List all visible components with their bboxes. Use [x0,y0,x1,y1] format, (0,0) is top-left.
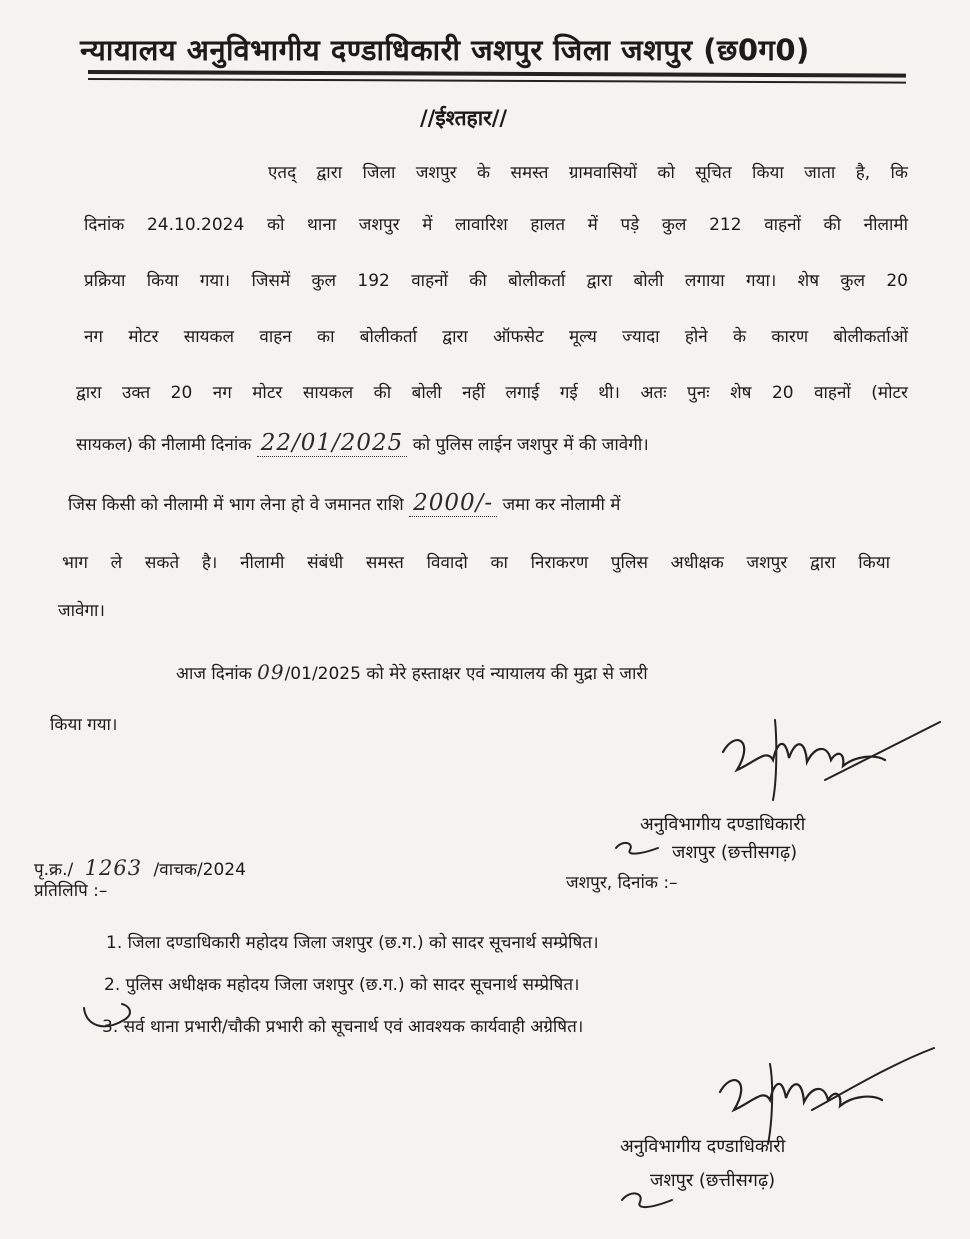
deposit-suffix: जमा कर नोलामी में [502,495,621,515]
copy-item-2: 2. पुलिस अधीक्षक महोदय जिला जशपुर (छ.ग.) को सादर सूचनार्थ सम्प्रेषित। [104,975,580,995]
auction-date-prefix: सायकल) की नीलामी दिनांक [76,435,252,455]
issue-day-handwritten: 09 [257,660,285,684]
body-line-7 [68,490,620,516]
notice-title: //ईश्तहार// [420,106,508,130]
reference-suffix: /वाचक/2024 [153,860,246,880]
heading-underline [88,70,906,78]
body-line-9: जावेगा। [58,601,105,621]
item-3-circle-mark-icon [80,998,140,1038]
body-line-4: नग मोटर सायकल वाहन का बोलीकर्ता द्वारा ऑफसेट मूल्य ज्यादा होने के कारण बोलीकर्ताओं [84,327,908,347]
body-line-1: एतद् द्वारा जिला जशपुर के समस्त ग्रामवासियों को सूचित किया जाता है, कि [268,163,908,183]
body-line-6 [76,430,649,456]
body-line-2: दिनांक 24.10.2024 को थाना जशपुर में लावारिश हालत में पड़े कुल 212 वाहनों की नीलामी [84,215,908,235]
deposit-amount-handwritten: 2000/- [409,490,497,517]
heading-underline-thin [88,78,906,84]
auction-date-handwritten: 22/01/2025 [257,430,408,457]
copy-label: प्रतिलिपि :– [34,881,108,901]
reference-number [34,856,246,880]
issue-line-end: किया गया। [50,715,118,735]
auction-date-suffix: को पुलिस लाईन जशपुर में की जावेगी। [412,435,649,455]
initial-mark-icon [612,838,662,858]
place-date: जशपुर, दिनांक :– [566,873,678,893]
body-line-8: भाग ले सकते है। नीलामी संबंधी समस्त विवादो का निराकरण पुलिस अधीक्षक जशपुर द्वारा किया [62,553,890,573]
signature-1-designation: अनुविभागीय दण्डाधिकारी [640,814,806,835]
body-line-5: द्वारा उक्त 20 नग मोटर सायकल की बोली नहीं लगाई गई थी। अतः पुनः शेष 20 वाहनों (मोटर [76,383,908,403]
initial-mark-2-icon [618,1188,678,1216]
issue-rest: /01/2025 को मेरे हस्ताक्षर एवं न्यायालय की मुद्रा से जारी [284,664,648,684]
issue-prefix: आज दिनांक [176,664,252,684]
signature-1-place: जशपुर (छत्तीसगढ़) [672,842,798,863]
issue-line [176,660,648,684]
signature-1-icon [715,700,945,810]
deposit-prefix: जिस किसी को नीलामी में भाग लेना हो वे जमानत राशि [68,495,404,515]
copy-item-3: 3. सर्व थाना प्रभारी/चौकी प्रभारी को सूचनार्थ एवं आवश्यक कार्यवाही अग्रेषित। [102,1017,584,1037]
reference-prefix: पृ.क्र./ [34,860,74,880]
court-heading: न्यायालय अनुविभागीय दण्डाधिकारी जशपुर जिला जशपुर (छ0ग0) [80,33,810,67]
copy-item-1: 1. जिला दण्डाधिकारी महोदय जिला जशपुर (छ.ग.) को सादर सूचनार्थ सम्प्रेषित। [106,933,599,953]
signature-2-designation: अनुविभागीय दण्डाधिकारी [620,1136,786,1157]
body-line-3: प्रक्रिया किया गया। जिसमें कुल 192 वाहनों की बोलीकर्ता द्वारा बोली लगाया गया। शेष कुल 20 [84,271,908,291]
signature-2-place: जशपुर (छत्तीसगढ़) [650,1170,776,1191]
reference-number-handwritten: 1263 [84,856,143,880]
